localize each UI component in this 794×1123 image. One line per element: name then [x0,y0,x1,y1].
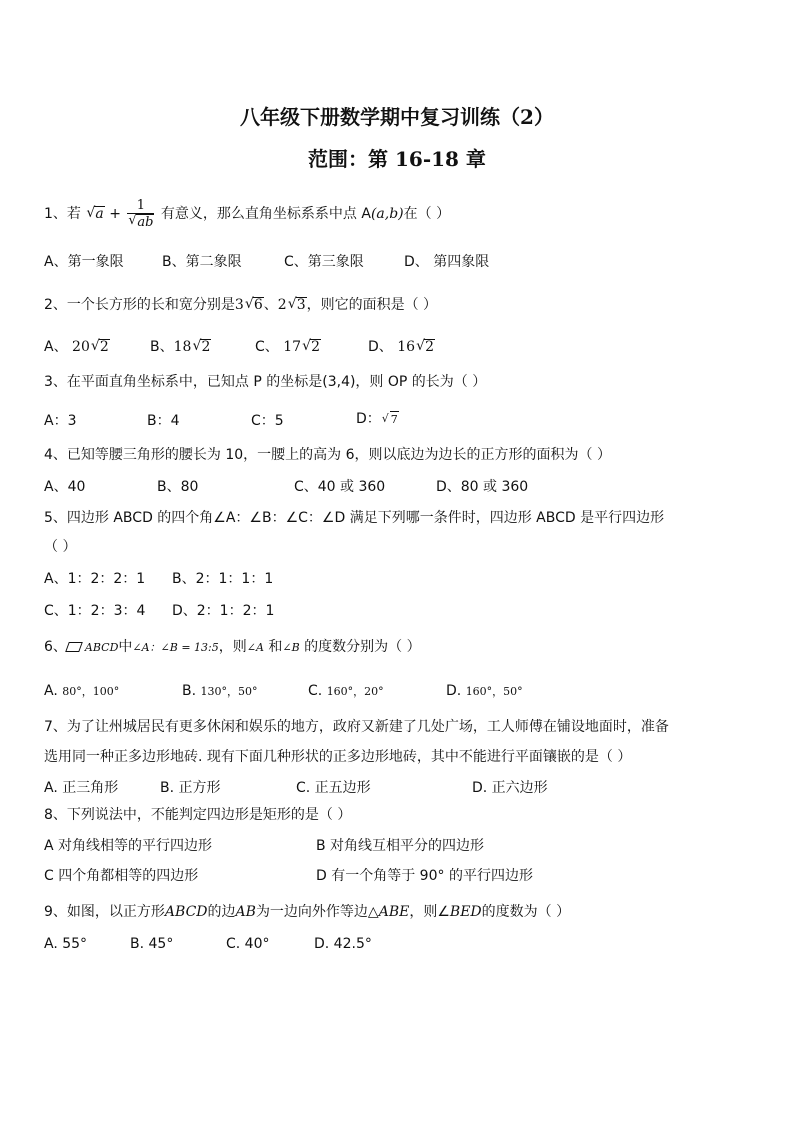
fraction: 1 √ ab [127,198,154,230]
sqrt-a: √ a [86,205,104,223]
q1-option-d: D、 第四象限 [404,254,490,270]
q4-option-c: C、40 或 360 [294,479,386,495]
question-9: 9、如图，以正方形ABCD的边AB为一边向外作等边△ABE，则∠BED的度数为（ ） [44,904,571,920]
question-6: 6、 ABCD中∠A：∠B = 13:5，则∠A 和∠B 的度数分别为（ ） [44,639,421,655]
q7-option-a: A. 正三角形 [44,780,119,796]
question-7-line-1: 7、为了让州城居民有更多休闲和娱乐的地方，政府又新建了几处广场，工人师傅在铺设地面时，准备 [44,719,669,735]
q6-option-b: B. 130°，50° [182,683,258,699]
q8-option-c: C 四个角都相等的四边形 [44,868,199,884]
q4-option-a: A、40 [44,479,86,495]
q1-option-c: C、第三象限 [284,254,364,270]
q2-option-c: C、 17√ 2 [255,338,321,356]
question-4: 4、已知等腰三角形的腰长为 10，一腰上的高为 6，则以底边为边长的正方形的面积为（ ） [44,447,611,463]
question-3: 3、在平面直角坐标系中，已知点 P 的坐标是(3,4)，则 OP 的长为（ ） [44,374,487,390]
q6-option-c: C. 160°，20° [308,683,384,699]
q5-option-c: C、1：2：3：4 [44,603,146,619]
page-subtitle: 范围：第 16-18 章 [308,147,486,171]
parallelogram-icon [65,642,83,652]
q2-option-d: D、 16√ 2 [368,338,435,356]
question-5: 5、四边形 ABCD 的四个角∠A：∠B：∠C：∠D 满足下列哪一条件时，四边形 ABCD 是平行四边形 [44,510,665,526]
q3-option-b: B：4 [147,413,180,429]
q6-option-d: D. 160°，50° [446,683,523,699]
q7-option-b: B. 正方形 [160,780,221,796]
q8-option-a: A 对角线相等的平行四边形 [44,838,213,854]
q5-option-a: A、1：2：2：1 [44,571,146,587]
question-2: 2、一个长方形的长和宽分别是3√ 6、2√ 3，则它的面积是（ ） [44,296,437,314]
q2-option-b: B、18√ 2 [150,338,211,356]
q6-option-a: A. 80°，100° [44,683,120,699]
question-1: 1、若 √ a + 1 √ ab 有意义，那么直角坐标系系中点 A(a,b)在（ ） [44,198,450,230]
q9-option-c: C. 40° [226,936,270,952]
q1-option-b: B、第二象限 [162,254,242,270]
q5-answer-bracket: （ ） [44,539,77,555]
q8-option-b: B 对角线互相平分的四边形 [316,838,485,854]
q7-option-d: D. 正六边形 [472,780,548,796]
page-title: 八年级下册数学期中复习训练（2） [240,105,554,129]
q3-option-d: D：√ 7 [356,410,399,429]
q8-option-d: D 有一个角等于 90° 的平行四边形 [316,868,533,884]
q5-option-d: D、2：1：2：1 [172,603,275,619]
question-8: 8、下列说法中，不能判定四边形是矩形的是（ ） [44,807,352,823]
q7-option-c: C. 正五边形 [296,780,371,796]
q4-option-d: D、80 或 360 [436,479,529,495]
q1-option-a: A、第一象限 [44,254,124,270]
q5-option-b: B、2：1：1：1 [172,571,274,587]
q3-option-c: C：5 [251,413,284,429]
q2-option-a: A、 20√ 2 [44,338,110,356]
q9-option-d: D. 42.5° [314,936,372,952]
q9-option-a: A. 55° [44,936,88,952]
q9-option-b: B. 45° [130,936,174,952]
question-7-line-2: 选用同一种正多边形地砖. 现有下面几种形状的正多边形地砖，其中不能进行平面镶嵌的是（ ） [44,749,632,765]
q3-option-a: A：3 [44,413,77,429]
q4-option-b: B、80 [157,479,199,495]
